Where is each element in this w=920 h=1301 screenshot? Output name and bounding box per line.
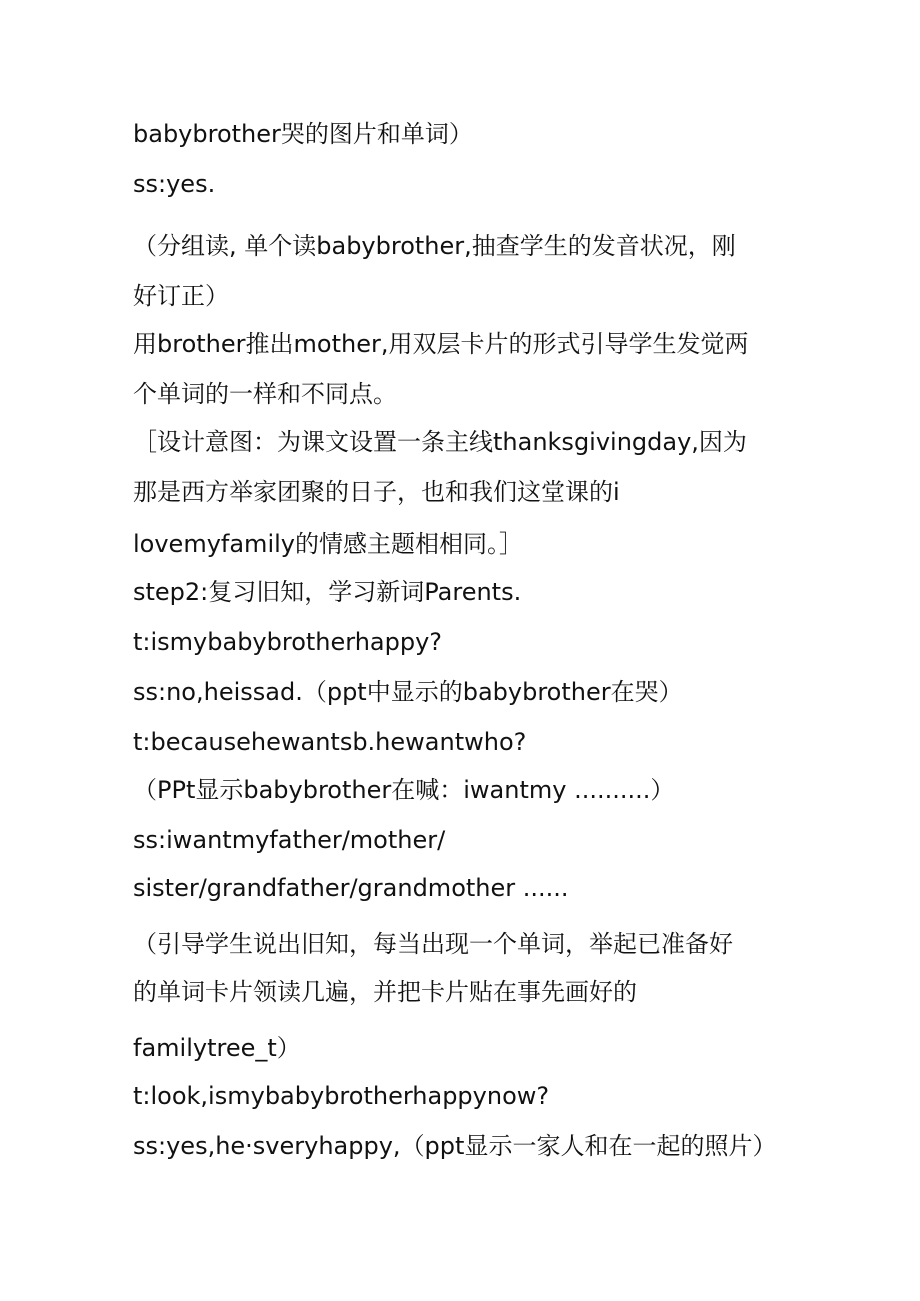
text-line: ss:yes,he·sveryhappy,（ppt显示一家人和在一起的照片）	[133, 1132, 777, 1160]
text-line: 个单词的一样和不同点。	[133, 380, 397, 408]
text-line: 的单词卡片领读几遍，并把卡片贴在事先画好的	[133, 978, 637, 1006]
text-line: 那是西方举家团聚的日子，也和我们这堂课的i	[133, 478, 620, 506]
text-line: t:becausehewantsb.hewantwho?	[133, 728, 527, 756]
text-line: 用brother推出mother,用双层卡片的形式引导学生发觉两	[133, 330, 749, 358]
text-line: ss:yes.	[133, 170, 216, 198]
text-line: （引导学生说出旧知，每当出现一个单词，举起已准备好	[133, 930, 733, 958]
text-line: familytree_t）	[133, 1034, 301, 1062]
text-line: （PPt显示babybrother在喊：iwantmy ..........）	[133, 776, 675, 804]
text-line: babybrother哭的图片和单词）	[133, 120, 473, 148]
text-line: ［设计意图：为课文设置一条主线thanksgivingday,因为	[133, 428, 747, 456]
text-line: ss:no,heissad.（ppt中显示的babybrother在哭）	[133, 678, 683, 706]
text-line: ss:iwantmyfather/mother/	[133, 826, 446, 854]
text-line: （分组读, 单个读babybrother,抽查学生的发音状况，刚	[133, 232, 736, 260]
text-line: t:ismybabybrotherhappy?	[133, 628, 443, 656]
text-line: t:look,ismybabybrotherhappynow?	[133, 1082, 550, 1110]
text-line: 好订正）	[133, 282, 229, 310]
text-line: lovemyfamily的情感主题相相同。］	[133, 530, 523, 558]
text-line: step2:复习旧知，学习新词Parents.	[133, 578, 522, 606]
text-line: sister/grandfather/grandmother ......	[133, 874, 569, 902]
